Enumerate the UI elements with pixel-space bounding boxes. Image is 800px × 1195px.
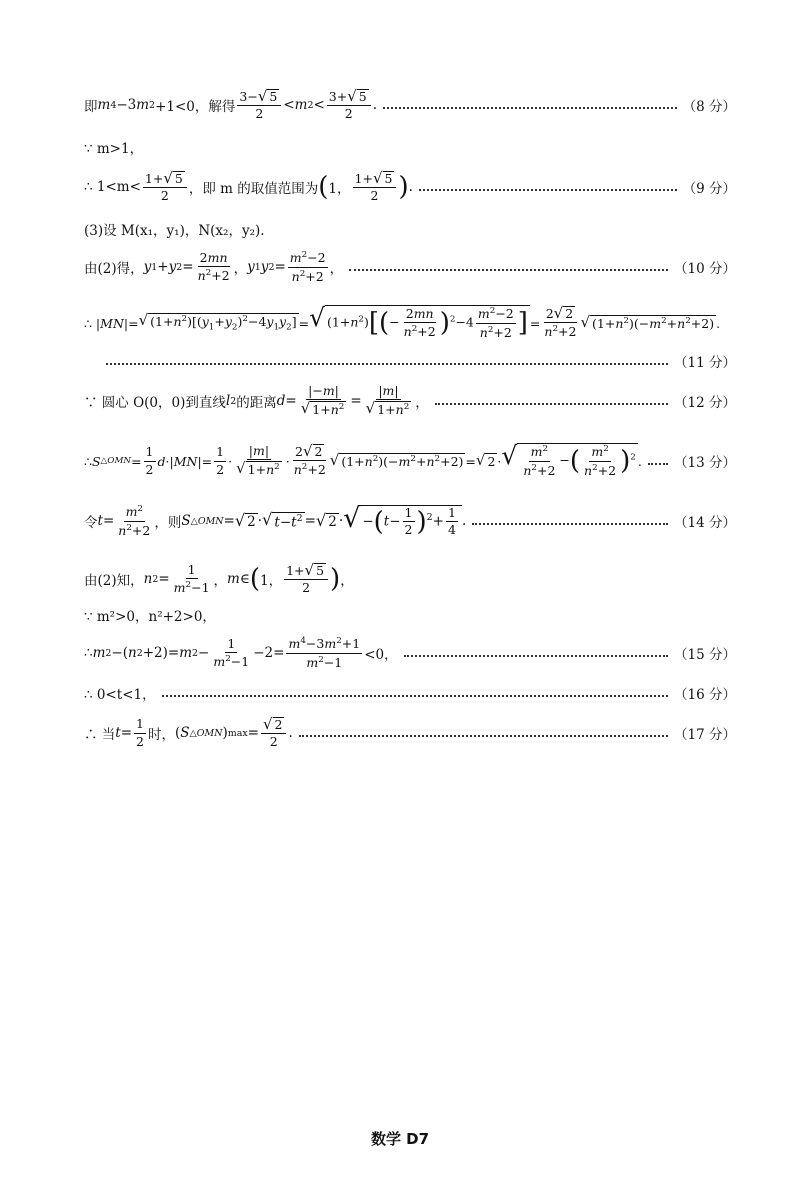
text: ∴ 当 <box>84 727 116 743</box>
text: ∴ 1<m< <box>84 179 141 195</box>
text: 令 <box>84 515 98 531</box>
solution-line <box>84 303 736 341</box>
score-label: （12 分） <box>674 395 736 411</box>
text: 由(2)知， <box>84 573 144 589</box>
score-label: （15 分） <box>674 647 736 663</box>
solution-line-10 <box>84 250 736 284</box>
text: +1<0，解得 <box>155 99 236 115</box>
fraction: $\frac{2mn}{n^2+2}$ <box>197 249 230 284</box>
text: ∵ 圆心 O(0，0)到直线 <box>84 395 226 411</box>
formula: 即 m 4 −3 m 2 +1<0，解得 3− √ 5 2 < m 2 < 3+ √ 5 2 . <box>84 86 378 121</box>
text: −3 <box>116 97 137 113</box>
formula: ∴ 当 t = $\frac{1}{2}$ 时， ( S △OMN ) max = √ 2 2 . <box>84 714 293 749</box>
score-label: （8 分） <box>682 99 736 115</box>
solution-line <box>84 562 736 596</box>
solution-line-12 <box>84 384 736 418</box>
solution-line <box>84 130 736 164</box>
score-label: （13 分） <box>674 455 736 471</box>
formula: ∴ 1<m< 1+ √ 5 2 ，即 m 的取值范围为 ( 1， 1+ √ 5 2 ) . <box>84 168 413 203</box>
text: ∵ m²>0，n²+2>0， <box>84 609 216 625</box>
fraction: 1+ √ 5 2 <box>143 171 187 204</box>
solution-line-9 <box>84 170 736 204</box>
formula: ∴ S △OMN = $\frac{1}{2}$ d ·| MN |= $\frac{1}{2}$ · |m| √ $1+n^2$ · 2 √ 2 $n^2+2$ √ $(1+n^2)(-m^2+n^2+2)$ = √ 2 · √ $\frac{m^2}{n^2+2}$ −( $\frac{m^2}{n^2+2}$ )$^2$ . <box>84 441 642 479</box>
fraction: 3− √ 5 2 <box>237 89 281 122</box>
solution-line-15 <box>84 636 736 670</box>
text: 时， <box>148 727 175 743</box>
fraction: $\frac{m^2-2}{n^2+2}$ <box>289 249 326 284</box>
leader-dots <box>299 735 668 737</box>
score-label: （9 分） <box>682 181 736 197</box>
leader-dots <box>404 655 668 657</box>
score-label: （11 分） <box>674 355 736 371</box>
formula: ∴ m 2 −( n 2 +2)= m 2 − $\frac{1}{m^2-1}$ −2= $\frac{m^4-3m^2+1}{m^2-1}$ <0， <box>84 635 398 670</box>
leader-dots <box>349 269 668 271</box>
formula: ∵ 圆心 O(0，0)到直线 l 2 的距离 d = |−m| √ $1+n^2$ = |m| √ $1+n^2$ ， <box>84 383 429 418</box>
solution-line-16 <box>84 676 736 710</box>
fraction: 1+ √ 5 2 <box>353 171 397 204</box>
text: ∴ 0<t<1， <box>84 687 156 703</box>
formula: ∴ | MN |= √ $(1+n^2)[(y_1+y_2)^2-4y_1y_2]$ = √ $(1+n^2)[(-$ $\frac{2mn}{n^2+2}$ )$^2$−4 $\frac{m^2-2}{n^2+2}$ ] = 2 √ 2 $n^2+2$ √ $(1+n^2)(-m^2+n^2+2)$ . <box>84 303 721 341</box>
text: ∵ m>1， <box>84 141 144 157</box>
solution-line-11 <box>84 344 736 378</box>
leader-dots <box>419 189 677 191</box>
leader-dots <box>383 107 677 109</box>
score-label: （17 分） <box>674 727 736 743</box>
leader-dots <box>435 403 668 405</box>
solution-line-8 <box>84 88 736 122</box>
page-footer: 数学 D7 <box>370 1130 430 1148</box>
leader-dots <box>648 463 668 465</box>
score-label: （10 分） <box>674 261 736 277</box>
leader-dots <box>162 695 668 697</box>
text: ，则 <box>154 515 182 531</box>
solution-line <box>84 212 736 246</box>
solution-line <box>84 598 736 632</box>
solution-line-14 <box>84 504 736 538</box>
formula: 令 t = $\frac{m^2}{n^2+2}$ ，则 S △OMN = √ 2 · √ $t-t^2$ = √ 2 · √ −(t− $\frac{1}{2}$ )$^2$+ $\frac{1}{4}$ . <box>84 502 467 538</box>
text: ，即 m 的取值范围为 <box>188 181 319 197</box>
text: 的距离 <box>236 395 277 411</box>
solution-line-13 <box>84 441 736 479</box>
solution-line-17 <box>84 716 736 750</box>
fraction: 3+ √ 5 2 <box>327 89 371 122</box>
score-label: （16 分） <box>674 687 736 703</box>
text: ， <box>329 261 344 277</box>
leader-dots <box>106 363 668 365</box>
text: (3)设 M(x₁，y₁)，N(x₂，y₂). <box>84 223 265 239</box>
formula: 由(2)知， n 2 = $\frac{1}{m^2-1}$ ， m ∈ ( 1， 1+ √ 5 2 ) ， <box>84 560 354 596</box>
leader-dots <box>472 523 668 525</box>
formula: 由(2)得， y 1 + y 2 = $\frac{2mn}{n^2+2}$ ， y 1 y 2 = $\frac{m^2-2}{n^2+2}$ ， <box>84 249 344 284</box>
text: 由(2)得， <box>84 261 144 277</box>
score-label: （14 分） <box>674 515 736 531</box>
text: 即 <box>84 99 98 115</box>
